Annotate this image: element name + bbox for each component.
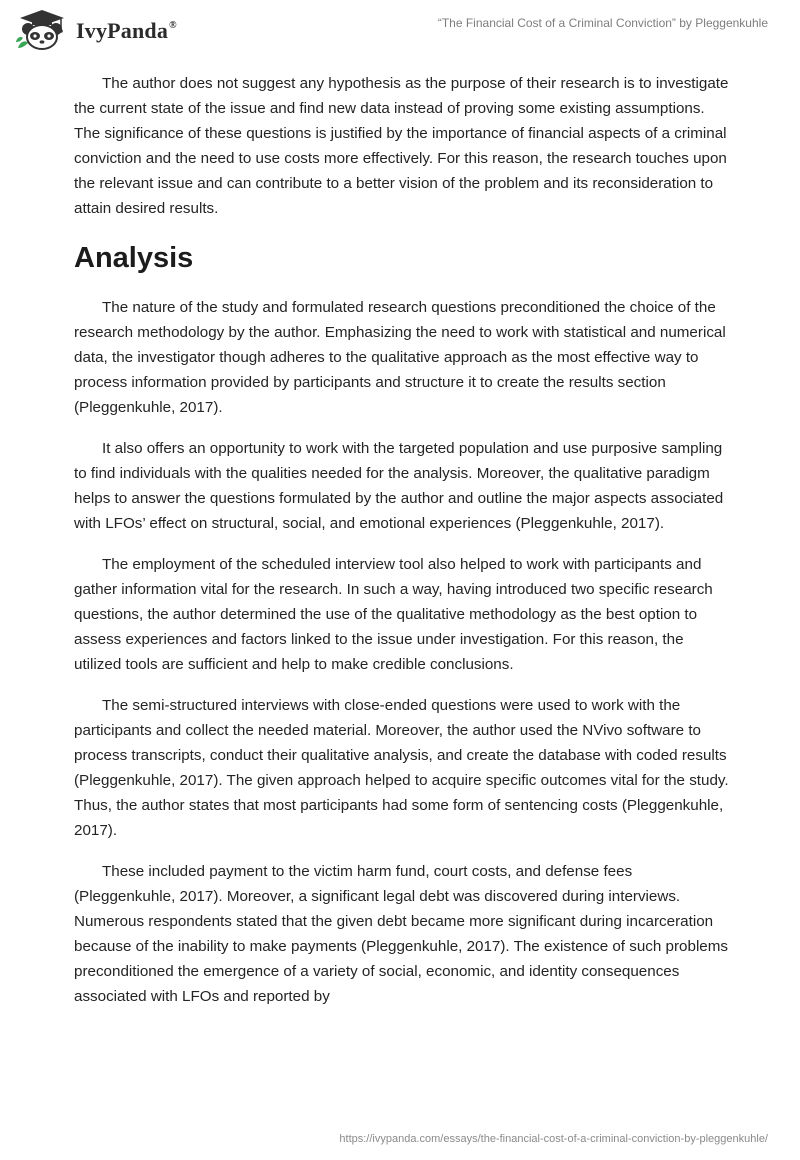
ivypanda-logo[interactable] [14,8,177,52]
body-paragraph: The nature of the study and formulated research questions preconditioned the choice of the research methodology by the author. Emphasizing the need to work with statistical and numerical data, the investigator though adheres to the qualitative approach as the most effective way to process information provided by participants and structure it to create the results section (Pleggenkuhle, 2017). [74,299,726,416]
body-paragraph: The semi-structured interviews with close-ended questions were used to work with the participants and collect the needed material. Moreover, the author used the NVivo software to process transcripts, conduct their qualitative analysis, and create the database with coded results (Pleggenkuhle, 2017). The given approach helped to acquire specific outcomes vital for the study. Thus, the author states that most participants had some form of sentencing costs (Pleggenkuhle, 2017). [74,697,729,839]
body-paragraph: It also offers an opportunity to work with the targeted population and use purposive sampling to find individuals with the qualities needed for the analysis. Moreover, the qualitative paradigm helps to answer the questions formulated by the author and outline the major aspects associated with LFOs’ effect on structural, social, and emotional experiences (Pleggenkuhle, 2017). [74,440,724,532]
body-paragraph: These included payment to the victim harm fund, court costs, and defense fees (Pleggenkuhle, 2017). Moreover, a significant legal debt was discovered during interviews. Numerous respondents stated that the given debt became more significant during incarceration because of the inability to make payments (Pleggenkuhle, 2017). The existence of such problems preconditioned the emergence of a variety of social, economic, and identity consequences associated with LFOs and reported by [74,863,729,1005]
registered-mark: ® [169,19,177,31]
document-title: “The Financial Cost of a Criminal Conviction” by Pleggenkuhle [437,16,768,30]
body-paragraph: The author does not suggest any hypothesis as the purpose of their research is to investigate the current state of the issue and find new data instead of proving some existing assumptions. The significance of these questions is justified by the importance of financial aspects of a criminal conviction and the need to use costs more effectively. For this reason, the research touches upon the relevant issue and can contribute to a better vision of the problem and its reconsideration to attain desired results. [74,75,729,217]
body-paragraph: The employment of the scheduled interview tool also helped to work with participants and gather information vital for the research. In such a way, having introduced two specific research questions, the author determined the use of the qualitative methodology as the best option to assess experiences and factors linked to the issue under investigation. For this reason, the utilized tools are sufficient and help to make credible conclusions. [74,556,713,673]
panda-graduate-icon [14,8,70,52]
page-header [0,0,800,60]
document-body [74,71,734,1025]
logo-text: IvyPanda® [76,18,177,43]
section-heading-analysis: Analysis [74,242,194,274]
source-url-link[interactable]: https://ivypanda.com/essays/the-financial-cost-of-a-criminal-conviction-by-pleggenkuhle/ [339,1133,768,1145]
